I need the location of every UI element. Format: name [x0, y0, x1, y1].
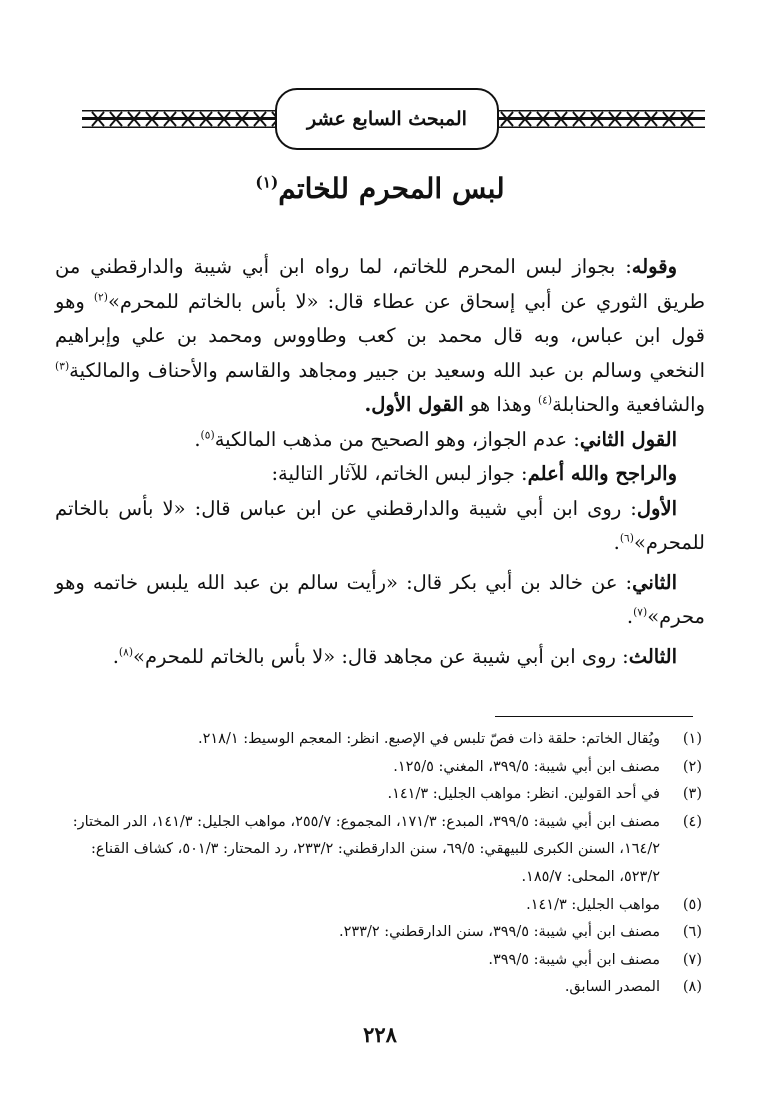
paragraph-6-end: .	[112, 644, 119, 668]
footnote-divider	[495, 716, 693, 717]
footnote-text: في أحد القولين. انظر: مواهب الجليل: ١٤١/٣.	[387, 786, 660, 803]
footnote-text: ويُقال الخاتم: حلقة ذات فصّ تلبس في الإصبع. انظر: المعجم الوسيط: ٢١٨/١.	[198, 731, 660, 747]
footnote-text: المصدر السابق.	[564, 979, 660, 996]
footnote-item	[52, 726, 702, 754]
section-title: المبحث السابع عشر	[307, 108, 467, 130]
paragraph-1	[55, 250, 705, 423]
footnote-number: (٧)	[682, 951, 702, 968]
footnote-number: (٢)	[682, 758, 702, 775]
footnote-item	[52, 947, 702, 975]
paragraph-4-end: .	[613, 531, 620, 554]
header-ornament-right	[497, 106, 705, 132]
footnote-text: مواهب الجليل: ١٤١/٣.	[526, 896, 660, 913]
footnote-item	[52, 919, 702, 947]
paragraph-3	[55, 457, 705, 492]
section-header-box	[275, 88, 499, 150]
footnote-number: (٣)	[682, 786, 702, 803]
footnote-number: (١)	[682, 731, 702, 747]
header-ornament-left	[82, 106, 287, 132]
paragraph-1-text-d: وهذا هو	[463, 393, 538, 416]
paragraph-1-bold-end: القول الأول.	[364, 393, 464, 416]
note-ref-6: (٦)	[619, 531, 634, 545]
paragraph-4-lead: الأول	[636, 496, 677, 520]
footnote-text: مصنف ابن أبي شيبة: ٣٩٩/٥.	[488, 951, 660, 968]
title-note-ref: (١)	[255, 173, 279, 192]
footnote-number: (٦)	[682, 924, 702, 941]
page-number: ٢٢٨	[363, 1022, 397, 1047]
footnote-text: مصنف ابن أبي شيبة: ٣٩٩/٥، المبدع: ١٧١/٣، المجموع: ٢٥٥/٧، مواهب الجليل: ١٤١/٣، الدر المختار: ١٦٤/٢، السنن الكبرى للبيهقي: ٦٩/٥، سنن الدارقطني: ٢٣٣/٢، رد المحتار: ٥٠١/٣، كشاف القناع: ٥٢٣/٢، المحلى: ١٨٥/٧.	[72, 813, 660, 885]
footnote-number: (٨)	[682, 979, 702, 996]
paragraph-3-text: : جواز لبس الخاتم، للآثار التالية:	[271, 462, 528, 485]
paragraph-2	[55, 423, 705, 458]
paragraph-5	[55, 566, 705, 635]
paragraph-4-text: : روى ابن أبي شيبة والدارقطني عن ابن عباس قال: «لا بأس بالخاتم للمحرم»	[55, 496, 705, 554]
note-ref-8: (٨)	[118, 645, 134, 658]
footnote-text: مصنف ابن أبي شيبة: ٣٩٩/٥، المغني: ١٢٥/٥.	[393, 758, 660, 775]
footnote-number: (٤)	[682, 813, 702, 830]
paragraph-2-end: .	[194, 427, 201, 451]
paragraph-6	[55, 640, 705, 675]
paragraph-5-end: .	[626, 605, 634, 628]
footnote-item	[52, 974, 702, 1002]
footnote-item	[52, 809, 702, 892]
footnote-number: (٥)	[682, 896, 702, 913]
note-ref-3: (٣)	[55, 359, 70, 372]
note-ref-4: (٤)	[537, 393, 553, 407]
footnote-item	[52, 781, 702, 809]
page-title-text: لبس المحرم للخاتم	[278, 172, 505, 205]
paragraph-1-lead: وقوله	[631, 255, 677, 278]
paragraph-5-text: : عن خالد بن أبي بكر قال: «رأيت سالم بن عبد الله يلبس خاتمه وهو محرم»	[55, 570, 705, 628]
paragraph-1-text-a: : بجواز لبس المحرم للخاتم، لما رواه ابن أبي شيبة والدارقطني من طريق الثوري عن أبي إسحاق عن عطاء قال: «لا بأس بالخاتم للمحرم»	[55, 255, 705, 313]
footnote-item	[52, 754, 702, 782]
paragraph-4	[55, 492, 705, 561]
paragraph-1-text-c: والشافعية والحنابلة	[552, 393, 705, 416]
page-title	[0, 172, 760, 205]
footnotes	[52, 726, 702, 1002]
footnote-text: مصنف ابن أبي شيبة: ٣٩٩/٥، سنن الدارقطني: ٢٣٣/٢.	[338, 924, 660, 941]
paragraph-6-text: : روى ابن أبي شيبة عن مجاهد قال: «لا بأس بالخاتم للمحرم»	[133, 644, 629, 668]
footnote-item	[52, 892, 702, 920]
paragraph-3-lead: والراجح والله أعلم	[527, 462, 677, 485]
paragraph-5-lead: الثاني	[632, 570, 677, 594]
paragraph-2-text: : عدم الجواز، وهو الصحيح من مذهب المالكية	[214, 427, 580, 451]
note-ref-7: (٧)	[633, 605, 648, 619]
paragraph-6-lead: الثالث	[628, 644, 677, 668]
note-ref-2: (٢)	[93, 290, 108, 303]
paragraph-1-text-b: وهو قول ابن عباس، وبه قال محمد بن كعب وطاووس ومحمد بن علي وإبراهيم النخعي وسالم بن عبد الله وسعيد بن جبير ومجاهد والقاسم والأحناف والمالكية	[55, 289, 705, 382]
note-ref-5: (٥)	[200, 428, 215, 441]
body-text	[55, 250, 705, 674]
paragraph-2-lead: القول الثاني	[579, 427, 677, 451]
